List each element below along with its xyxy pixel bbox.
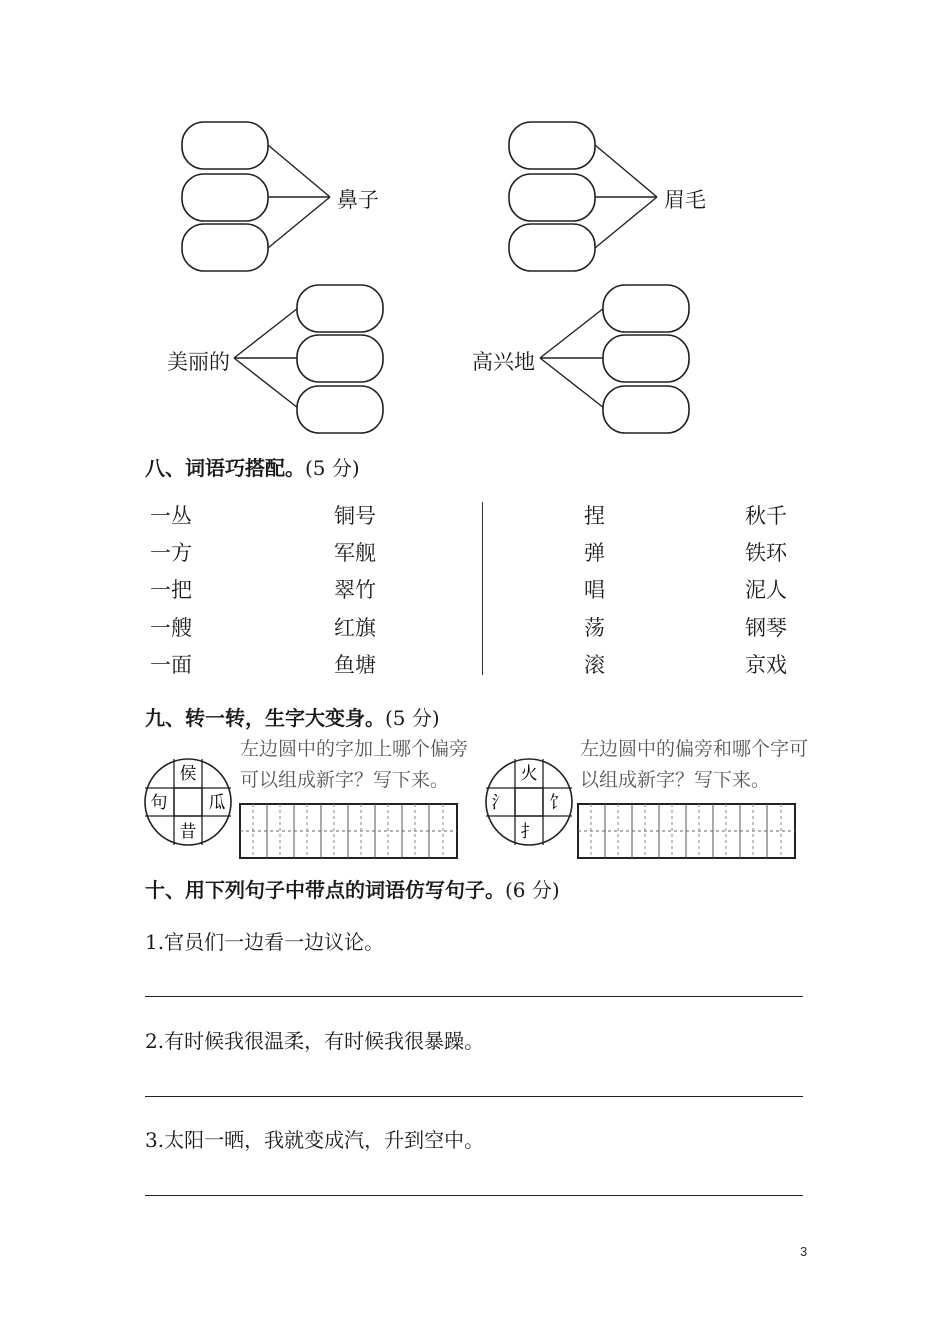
- mindmap-beautiful: [230, 280, 390, 440]
- verb-word[interactable]: 捏: [584, 504, 605, 528]
- verb-word[interactable]: 弹: [584, 541, 605, 565]
- measure-word[interactable]: 一面: [150, 653, 192, 677]
- measure-word[interactable]: 一丛: [150, 504, 192, 528]
- model-sentence-2: 2.有时候我很温柔，有时候我很暴躁。: [145, 1029, 485, 1053]
- cloud-bubble[interactable]: [509, 174, 595, 221]
- model-sentence-1: 1.官员们一边看一边议论。: [145, 930, 385, 954]
- cloud-bubble[interactable]: [297, 386, 383, 433]
- answer-line-3[interactable]: [145, 1195, 803, 1196]
- section-9-heading: 九、转一转，生字大变身。: [145, 706, 385, 730]
- cloud-bubble[interactable]: [603, 386, 689, 433]
- connector-lines: [268, 145, 330, 248]
- section-10-heading: 十、用下列句子中带点的词语仿写句子。: [145, 878, 505, 902]
- verb-word[interactable]: 唱: [584, 578, 605, 602]
- character-wheel-2: [484, 757, 574, 847]
- verb-word[interactable]: 滚: [584, 653, 605, 677]
- cloud-bubble[interactable]: [603, 335, 689, 382]
- writing-grid-2[interactable]: [577, 803, 796, 859]
- mindmap-nose: [170, 112, 350, 272]
- object-word[interactable]: 铁环: [745, 541, 787, 565]
- mindmap-eyebrow: [497, 112, 677, 272]
- section-10-points: (6 分): [505, 878, 560, 902]
- object-word[interactable]: 秋千: [745, 504, 787, 528]
- cloud-bubble[interactable]: [297, 285, 383, 332]
- object-word[interactable]: 京戏: [745, 653, 787, 677]
- section-9-title: [145, 702, 440, 731]
- cloud-bubble[interactable]: [297, 335, 383, 382]
- measure-word[interactable]: 一方: [150, 541, 192, 565]
- mindmap-label-nose: 鼻子: [337, 188, 379, 212]
- cloud-bubble[interactable]: [182, 122, 268, 169]
- mindmap-happy: [536, 280, 696, 440]
- section-8-points: (5 分): [305, 456, 360, 480]
- column-divider: [482, 502, 483, 675]
- verb-word[interactable]: 荡: [584, 616, 605, 640]
- noun-word[interactable]: 铜号: [334, 504, 376, 528]
- cloud-bubble[interactable]: [509, 122, 595, 169]
- wheel-char-right: 饣: [549, 793, 567, 813]
- mindmap-label-happy: 高兴地: [472, 350, 535, 374]
- section-8-title: [145, 452, 360, 481]
- wheel-char-top: 侯: [179, 764, 197, 784]
- wheel-char-bottom: 扌: [520, 822, 538, 842]
- wheel-char-bottom: 昔: [179, 822, 197, 842]
- writing-grid-1[interactable]: [239, 803, 458, 859]
- section-10-title: [145, 874, 560, 903]
- section-8-heading: 八、词语巧搭配。: [145, 456, 305, 480]
- wheel-char-right: 瓜: [208, 793, 226, 813]
- measure-word[interactable]: 一艘: [150, 616, 192, 640]
- cloud-bubble[interactable]: [182, 174, 268, 221]
- noun-word[interactable]: 军舰: [334, 541, 376, 565]
- noun-word[interactable]: 翠竹: [334, 578, 376, 602]
- answer-line-2[interactable]: [145, 1096, 803, 1097]
- cloud-bubbles: [182, 122, 268, 271]
- noun-word[interactable]: 红旗: [334, 616, 376, 640]
- instruction-1: 左边圆中的字加上哪个偏旁可以组成新字？写下来。: [240, 738, 469, 791]
- page-number: 3: [800, 1244, 808, 1259]
- instruction-2: 左边圆中的偏旁和哪个字可以组成新字？写下来。: [580, 738, 809, 791]
- measure-word[interactable]: 一把: [150, 578, 192, 602]
- section-9-points: (5 分): [385, 706, 440, 730]
- wheel-char-left: 氵: [491, 793, 509, 813]
- character-wheel-1: [143, 757, 233, 847]
- object-word[interactable]: 泥人: [745, 578, 787, 602]
- model-sentence-3: 3.太阳一晒，我就变成汽，升到空中。: [145, 1128, 485, 1152]
- cloud-bubble[interactable]: [182, 224, 268, 271]
- answer-line-1[interactable]: [145, 996, 803, 997]
- wheel-char-left: 句: [150, 793, 168, 813]
- object-word[interactable]: 钢琴: [745, 616, 787, 640]
- cloud-bubble[interactable]: [509, 224, 595, 271]
- noun-word[interactable]: 鱼塘: [334, 653, 376, 677]
- mindmap-label-eyebrow: 眉毛: [664, 188, 706, 212]
- cloud-bubble[interactable]: [603, 285, 689, 332]
- wheel-char-top: 火: [520, 764, 538, 784]
- mindmap-label-beautiful: 美丽的: [167, 350, 230, 374]
